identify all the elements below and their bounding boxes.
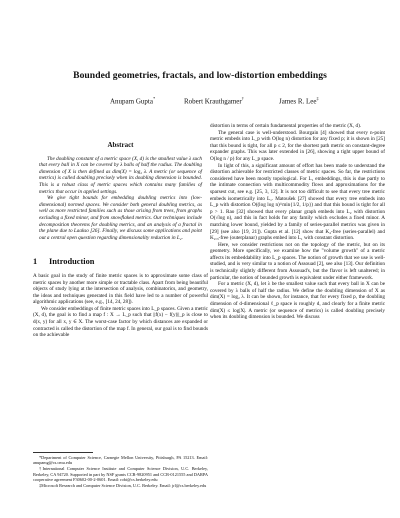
section-number: 1 bbox=[33, 257, 38, 267]
author-2 bbox=[184, 96, 244, 105]
footnote-rule bbox=[33, 452, 93, 453]
author-2-mark: † bbox=[241, 96, 244, 101]
abstract-paragraph-1: The doubling constant of a metric space (X, d) is the smallest value λ such that every ball in X can be covered by λ balls of half the radius. The doubling dimension of X is then defined as dim(X) = log₂ λ. A metric (or sequence of metrics) is called doubling precisely when its doubling dimension is bounded. This is a robust class of metric spaces which contains many families of metrics that occur in applied settings. bbox=[39, 155, 202, 195]
section-title: Introduction bbox=[49, 257, 95, 267]
intro-paragraph-1: A basic goal in the study of finite metric spaces is to approximate some class of metric spaces by another more simple or tractable class. Apart from being beautiful objects of study lying at the intersection of analysis, combinatorics, and geometry, the ideas and techniques generated in this field have led to a number of powerful algorithmic applications (see, e.g., [14, 24, 28]). bbox=[33, 272, 208, 306]
author-3-mark: ‡ bbox=[316, 96, 319, 101]
footnote-1: *Department of Computer Science, Carnegie Mellon University, Pittsburgh, PA 15213. Email: anupamg@cs.cmu.edu bbox=[33, 455, 208, 466]
right-paragraph-5: For a metric (X, d), let λ be the smallest value such that every ball in X can be covered by λ balls of half the radius. We define the doubling dimension of X as dim(X) = log₂ λ. It can be shown, for instance, that for every fixed p, the doubling dimension of d-dimensional ℓ_p space is roughly d, and clearly for a finite metric dim(X) ≤ log|X|. A metric (or sequence of metrics) is called doubling precisely when its doubling dimension is bounded. We discuss bbox=[210, 281, 385, 321]
author-list bbox=[0, 96, 400, 108]
right-paragraph-4: Here, we consider restrictions not on the topology of the metric, but on its geometry. More specifically, we examine how the "volume growth" of a metric affects its embeddability into L_p spaces. The notion of growth that we use is well-studied, and is very similar to a notion of Assouad [2], see also [13]. Our definition is technically slightly different from Assouad's, but the flavor is left unaltered; in particular, the notion of bounded growth is equivalent under either framework. bbox=[210, 241, 385, 281]
right-paragraph-1: distortion in terms of certain fundamental properties of the metric (X, d). bbox=[210, 123, 362, 129]
author-1 bbox=[110, 96, 155, 105]
author-3 bbox=[279, 96, 319, 105]
right-column bbox=[210, 123, 385, 321]
left-column bbox=[33, 142, 208, 339]
right-paragraph-2: The general case is well-understood. Bourgain [4] showed that every n-point metric embeds into L_p with O(log n) distortion for any fixed p; it is shown in [25] that this bound is tight, for all p ≤ 2, for the shortest path metric on constant-degree expander graphs. This was later extended in [26], showing a tight upper bound of O(log n / p) for any L_p space. bbox=[210, 129, 385, 162]
paper-title: Bounded geometries, fractals, and low-distortion embeddings bbox=[73, 70, 327, 81]
footnotes bbox=[33, 452, 208, 489]
author-2-name: Robert Krauthgamer bbox=[184, 97, 242, 106]
intro-paragraph-2: We consider embeddings of finite metric spaces into L_p spaces. Given a metric (X, d), the goal is to find a map f : X → L_p such that ||f(x) − f(y)||_p is close to d(x, y) for all x, y ∈ X. The worst-case factor by which distances are expanded or contracted is called the distortion of the map f. In general, our goal is to find bounds on the achievable bbox=[33, 305, 208, 339]
author-1-name: Anupam Gupta bbox=[110, 97, 153, 106]
section-heading-introduction bbox=[33, 259, 208, 266]
footnote-2: †International Computer Science Institute and Computer Science Division, U.C. Berkeley, Berkeley, CA 94720. Supported in part by NSF grants CCR-9820951 and CCR-0121555 and DARPA cooperative agreement F30602-00-2-0601. Email: robi@cs.berkeley.edu bbox=[33, 466, 208, 483]
right-paragraph-3: In light of this, a significant amount of effort has been made to understand the distortion achievable for restricted classes of metric spaces. So far, the restrictions considered have been mostly topological. For L₁ embeddings, this is due partly to the intimate connection with multicommodity flows and approximations for the sparsest cut, see e.g. [25, 3, 12]. It is not too difficult to see that every tree metric embeds isometrically into L₁. Matoušek [27] showed that every tree embeds into L_p with distortion O((log log n)^min{1/2, 1/p}) and that this bound is tight for all p > 1. Rao [32] showed that every planar graph embeds into L₂ with distortion O(√log n), and this in fact holds for any family which excludes a fixed minor. A matching lower bound, yielded by a family of series-parallel metrics was given in [29] (see also [19, 21]). Gupta et al. [12] show that K₄-free (series-parallel) and K₂,₃-free (outerplanar) graphs embed into L₁ with constant distortion. bbox=[210, 162, 385, 242]
abstract bbox=[33, 142, 208, 241]
author-3-name: James R. Lee bbox=[279, 97, 317, 106]
abstract-paragraph-2: We give tight bounds for embedding doubling metrics into (low-dimensional) normed spaces. We consider both general doubling metrics, as well as more restricted families such as those arising from trees, from graphs excluding a fixed minor, and from snowflaked metrics. Our techniques include decomposition theorems for doubling metrics, and an analysis of a fractal in the plane due to Laakso [26]. Finally, we discuss some applications and point out a central open question regarding dimensionality reduction in L₂. bbox=[39, 195, 202, 241]
author-1-mark: * bbox=[152, 96, 156, 101]
abstract-heading: Abstract bbox=[107, 141, 134, 149]
footnote-3: ‡Microsoft Research and Computer Science Division, U.C. Berkeley. Email: jrl@cs.berkeley.edu bbox=[39, 483, 207, 489]
